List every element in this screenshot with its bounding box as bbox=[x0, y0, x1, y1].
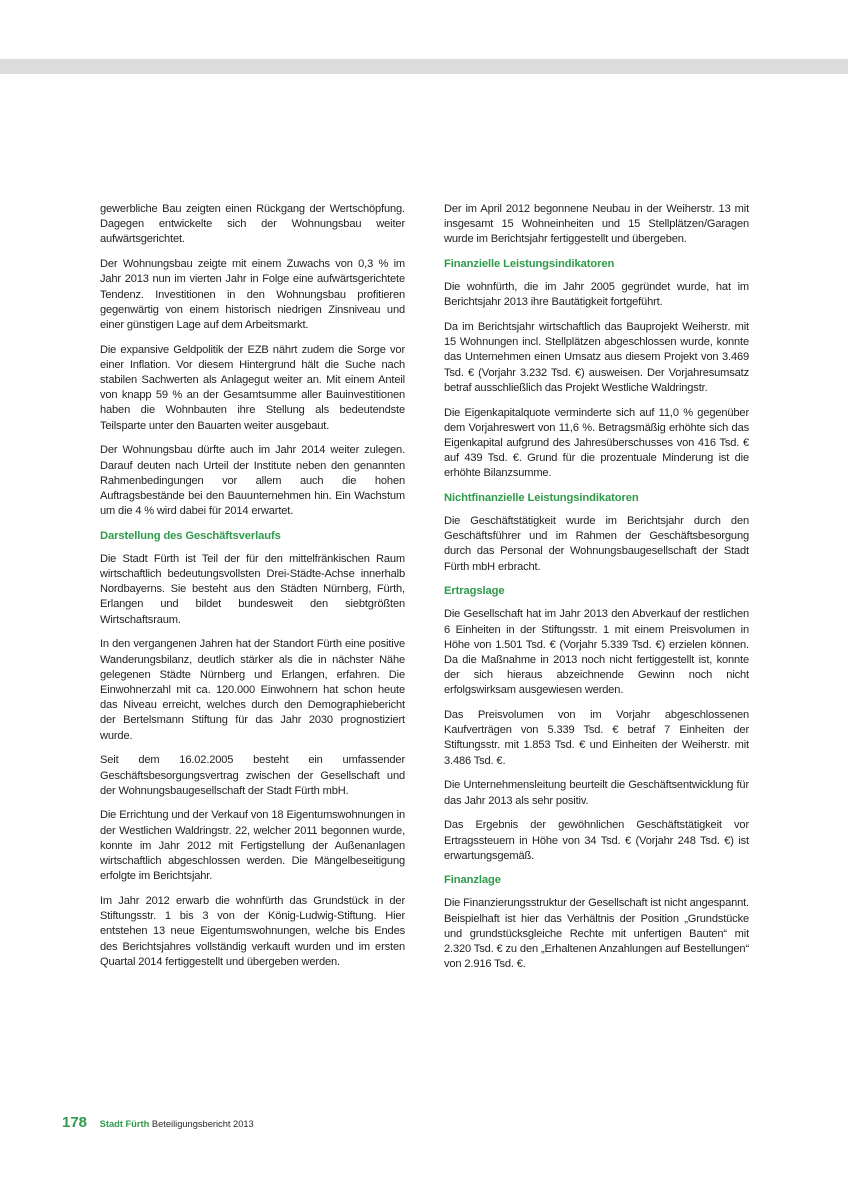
right-section-heading: Ertragslage bbox=[444, 585, 505, 598]
left-paragraph: Seit dem 16.02.2005 besteht ein umfassender Geschäftsbesorgungsvertrag zwischen der Gesellschaft und der Wohnungsbaugesellschaft der Stadt Fürth mbH. bbox=[100, 754, 405, 797]
right-column bbox=[444, 202, 749, 982]
right-paragraph: Die Eigenkapitalquote verminderte sich auf 11,0 % gegenüber dem Vorjahreswert von 11,6 %. Betragsmäßig erhöhte sich das Eigenkapital aufgrund des Jahresüberschusses von 416 Tsd. € auf 439 Tsd. €. Grund für die prozentuale Minderung ist die erhöhte Bilanzsumme. bbox=[444, 406, 749, 480]
document-title: Beteiligungsbericht 2013 bbox=[151, 1119, 254, 1129]
right-paragraph: Die Finanzierungsstruktur der Gesellschaft ist nicht angespannt. Beispielhaft ist hier das Verhältnis der Position „Grundstücke und grundstücksgleiche Rechte mit unfertigen Bauten“ mit 2.320 Tsd. € zu den „Erhaltenen Anzahlungen auf Bestellungen“ von 2.916 Tsd. €. bbox=[444, 897, 749, 971]
left-paragraph: Die expansive Geldpolitik der EZB nährt zudem die Sorge vor einer Inflation. Vor diesem Hintergrund hält die Suche nach stabilen Sachwerten als Anlagegut weiter an. Mit einem Anteil von knapp 59 % an der Gesamtsumme aller Bauinvestitionen haben die Wohnbauten ihre Stellung als bedeutendste Teilsparte unter den Bauarten weiter ausgebaut. bbox=[100, 343, 405, 432]
page-number: 178 bbox=[62, 1114, 88, 1131]
right-paragraph: Die Geschäftstätigkeit wurde im Berichtsjahr durch den Geschäftsführer und im Rahmen der Geschäftsbesorgung durch das Personal der Wohnungsbaugesellschaft der Stadt Fürth mbH erbracht. bbox=[444, 515, 749, 573]
left-paragraph: Die Errichtung und der Verkauf von 18 Eigentumswohnungen in der Westlichen Waldringstr. 22, welcher 2011 begonnen wurde, konnte im Jahr 2012 mit Fertigstellung der Außenanlagen wirtschaftlich abgeschlossen werden. Die Mängelbeseitigung erfolgte im Berichtsjahr. bbox=[100, 809, 405, 883]
left-section-heading: Darstellung des Geschäftsverlaufs bbox=[100, 529, 281, 542]
left-paragraph: Der Wohnungsbau dürfte auch im Jahr 2014 weiter zulegen. Darauf deuten nach Urteil der Institute neben den genannten Rahmenbedingungen vor allem auch die hohen Auftragsbestände bei den Bauunternehmen hin. Ein Wachstum um die 4 % wird dabei für 2014 erwartet. bbox=[100, 444, 405, 518]
right-paragraph: Die wohnfürth, die im Jahr 2005 gegründet wurde, hat im Berichtsjahr 2013 ihre Bautätigkeit fortgeführt. bbox=[444, 281, 749, 309]
left-paragraph: Der Wohnungsbau zeigte mit einem Zuwachs von 0,3 % im Jahr 2013 nun im vierten Jahr in Folge eine aufwärtsgerichtete Tendenz. Investitionen in den Wohnungsbau profitieren gegenwärtig von einem historisch niedrigen Zinsniveau und einer günstigen Lage auf dem Arbeitsmarkt. bbox=[100, 258, 405, 331]
publisher-name: Stadt Fürth bbox=[99, 1119, 150, 1129]
right-paragraph: Da im Berichtsjahr wirtschaftlich das Bauprojekt Weiherstr. mit 15 Wohnungen incl. Stellplätzen abgeschlossen wurde, konnte das Unternehmen einen Umsatz aus diesem Projekt von 3.469 Tsd. € (Vorjahr 3.232 Tsd. €) ausweisen. Der Vorjahresumsatz betraf ausschließlich das Projekt Westliche Waldringstr. bbox=[444, 321, 749, 394]
left-column bbox=[100, 202, 405, 979]
left-paragraph: In den vergangenen Jahren hat der Standort Fürth eine positive Wanderungsbilanz, deutlich stärker als die in nächster Nähe gelegenen Städte Nürnberg und Erlangen, erfahren. Die Einwohnerzahl mit ca. 120.000 Einwohnern hat schon heute das Niveau erreicht, welches durch den Demographiebericht der Bertelsmann Stiftung für das Jahr 2030 prognostiziert wurde. bbox=[100, 638, 405, 742]
right-paragraph: Das Preisvolumen von im Vorjahr abgeschlossenen Kaufverträgen von 5.339 Tsd. € betraf 7 Einheiten der Stiftungsstr. mit 1.853 Tsd. € und Einheiten der Weiherstr. mit 3.486 Tsd. €. bbox=[444, 709, 749, 767]
right-paragraph: Die Gesellschaft hat im Jahr 2013 den Abverkauf der restlichen 6 Einheiten in der Stiftungsstr. 1 mit einem Preisvolumen in Höhe von 1.501 Tsd. € (Vorjahr 5.339 Tsd. €) erzielen können. Da die Maßnahme in 2013 noch nicht fertiggestellt ist, konnte der sich hieraus abzeichnende Gewinn noch nicht erfolgswirksam ausgewiesen werden. bbox=[444, 608, 749, 697]
right-paragraph: Das Ergebnis der gewöhnlichen Geschäftstätigkeit vor Ertragssteuern in Höhe von 34 Tsd. € (Vorjahr 248 Tsd. €) ist erwartungsgemäß. bbox=[444, 819, 749, 862]
right-paragraph: Der im April 2012 begonnene Neubau in der Weiherstr. 13 mit insgesamt 15 Wohneinheiten und 15 Stellplätzen/Garagen wurde im Berichtsjahr fertiggestellt und übergeben. bbox=[444, 203, 749, 246]
right-paragraph: Die Unternehmensleitung beurteilt die Geschäftsentwicklung für das Jahr 2013 als sehr positiv. bbox=[444, 779, 749, 807]
header-bar bbox=[0, 59, 848, 74]
right-section-heading: Finanzlage bbox=[444, 874, 501, 887]
left-paragraph: gewerbliche Bau zeigten einen Rückgang der Wertschöpfung. Dagegen entwickelte sich der Wohnungsbau weiter aufwärtsgerichtet. bbox=[100, 203, 405, 246]
page-footer bbox=[62, 1116, 254, 1132]
right-section-heading: Finanzielle Leistungsindikatoren bbox=[444, 258, 615, 271]
left-paragraph: Die Stadt Fürth ist Teil der für den mittelfränkischen Raum wirtschaftlich bedeutungsvollsten Drei-Städte-Achse innerhalb Nordbayerns. Sie besteht aus den Städten Nürnberg, Fürth, Erlangen und bildet bundesweit den siebtgrößten Wirtschaftsraum. bbox=[100, 552, 405, 626]
right-section-heading: Nichtfinanzielle Leistungsindikatoren bbox=[444, 492, 639, 505]
left-paragraph: Im Jahr 2012 erwarb die wohnfürth das Grundstück in der Stiftungsstr. 1 bis 3 von der König-Ludwig-Stiftung. Hier entstehen 13 neue Eigentumswohnungen, welche bis Endes des Berichtsjahres vollständig verkauft wurden und im ersten Quartal 2014 fertiggestellt und übergeben werden. bbox=[100, 894, 405, 968]
